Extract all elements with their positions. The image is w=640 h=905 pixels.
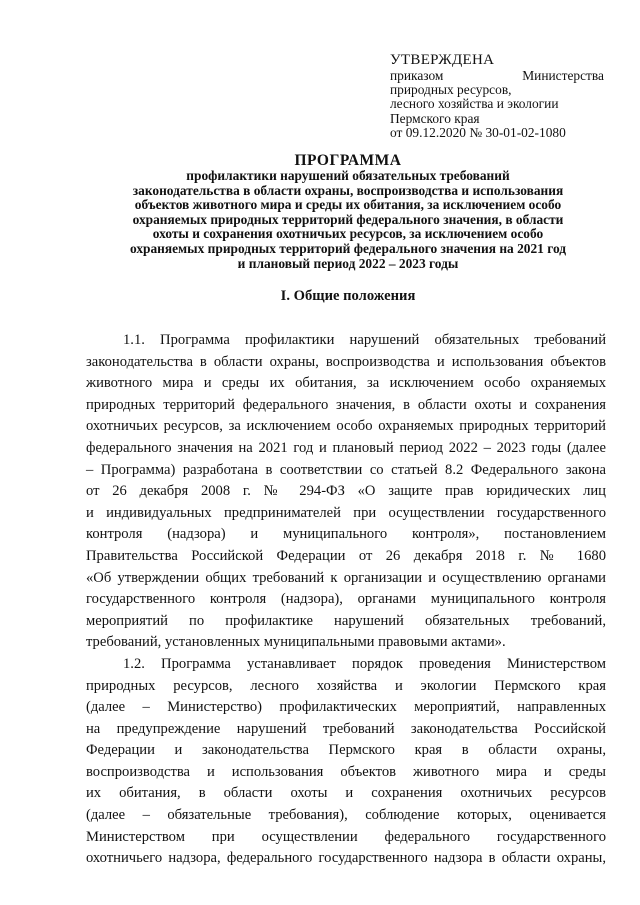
program-subtitle-line: охоты и сохранения охотничьих ресурсов, за исключением особо [152,226,544,242]
body-line: федерального значения на 2021 год и плановый период 2022 – 2023 годы (далее [86,439,606,456]
body-line: их обитания, в области охоты и сохранения охотничьих ресурсов [86,785,606,802]
body-line: природных ресурсов, лесного хозяйства и экологии Пермского края [86,677,606,694]
program-title: ПРОГРАММА [294,152,402,169]
body-line: 1.2. Программа устанавливает порядок проведения Министерством [123,655,606,672]
approval-line: лесного хозяйства и экологии [390,96,559,112]
body-line: охотничьих ресурсов, за исключением особо охраняемых природных территорий [86,418,606,435]
body-line: 1.1. Программа профилактики нарушений обязательных требований [123,332,606,348]
program-subtitle-line: охраняемых природных территорий федерального значения на 2021 год [129,240,567,256]
program-subtitle-line: объектов животного мира и среды их обитания, за исключением особо [134,197,562,213]
paragraph-1-1 [86,330,606,654]
approval-line: от 09.12.2020 № 30-01-02-1080 [390,124,566,140]
approval-block [390,52,604,140]
program-subtitle-line: профилактики нарушений обязательных требований [186,168,510,183]
body-line: мероприятий по профилактике нарушений обязательных требований, [86,612,606,629]
body-line: «Об утверждении общих требований к организации и осуществлению органами [86,569,606,586]
body-line: контроля (надзора) и муниципального контроля», постановлением [86,526,606,543]
body-line: (далее – обязательные требования), соблюдение которых, оценивается [86,807,606,824]
body-line: Федерации и законодательства Пермского края в области охраны, [86,742,606,759]
body-line: государственного контроля (надзора), органами муниципального контроля [86,591,606,608]
body-line: требований, установленных муниципальными правовыми актами». [86,634,506,651]
body-line: и индивидуальных предпринимателей при осуществлении государственного [86,504,606,521]
body-line: от 26 декабря 2008 г. № 294-ФЗ «О защите прав юридических лиц [86,483,606,500]
body-line: (далее – Министерство) профилактических мероприятий, направленных [86,699,606,716]
program-subtitle-line: законодательства в области охраны, воспроизводства и использования [132,182,564,198]
approval-line: Пермского края [390,110,480,126]
approval-line: природных ресурсов, [390,82,512,98]
program-subtitle-line: охраняемых природных территорий федерального значения, в области [132,211,564,227]
program-subtitle-line: и плановый период 2022 – 2023 годы [237,255,459,271]
body-line: – Программа) разработана в соответствии со статьей 8.2 Федерального закона [86,461,606,478]
body-line: Правительства Российской Федерации от 26 декабря 2018 г. № 1680 [86,547,606,564]
body-line: охотничьего надзора, федерального государственного надзора в области охраны, [86,850,606,867]
approval-heading: УТВЕРЖДЕНА [390,52,495,68]
section-heading: I. Общие положения [280,288,416,304]
body-line: животного мира и среды их обитания, за исключением особо охраняемых [86,375,606,392]
approval-line: приказом Министерства [390,68,604,83]
body-line: Министерством при осуществлении федерального государственного [86,828,606,845]
body-line: на предупреждение нарушений требований законодательства Российской [86,720,606,737]
document-body [86,330,606,870]
body-line: законодательства в области охраны, воспроизводства и использования объектов [86,353,606,370]
paragraph-1-2 [86,654,606,870]
body-line: воспроизводства и использования объектов животного мира и среды [86,763,606,780]
program-title-block [90,152,606,271]
body-line: природных территорий федерального значения, в области охоты и сохранения [86,396,606,413]
